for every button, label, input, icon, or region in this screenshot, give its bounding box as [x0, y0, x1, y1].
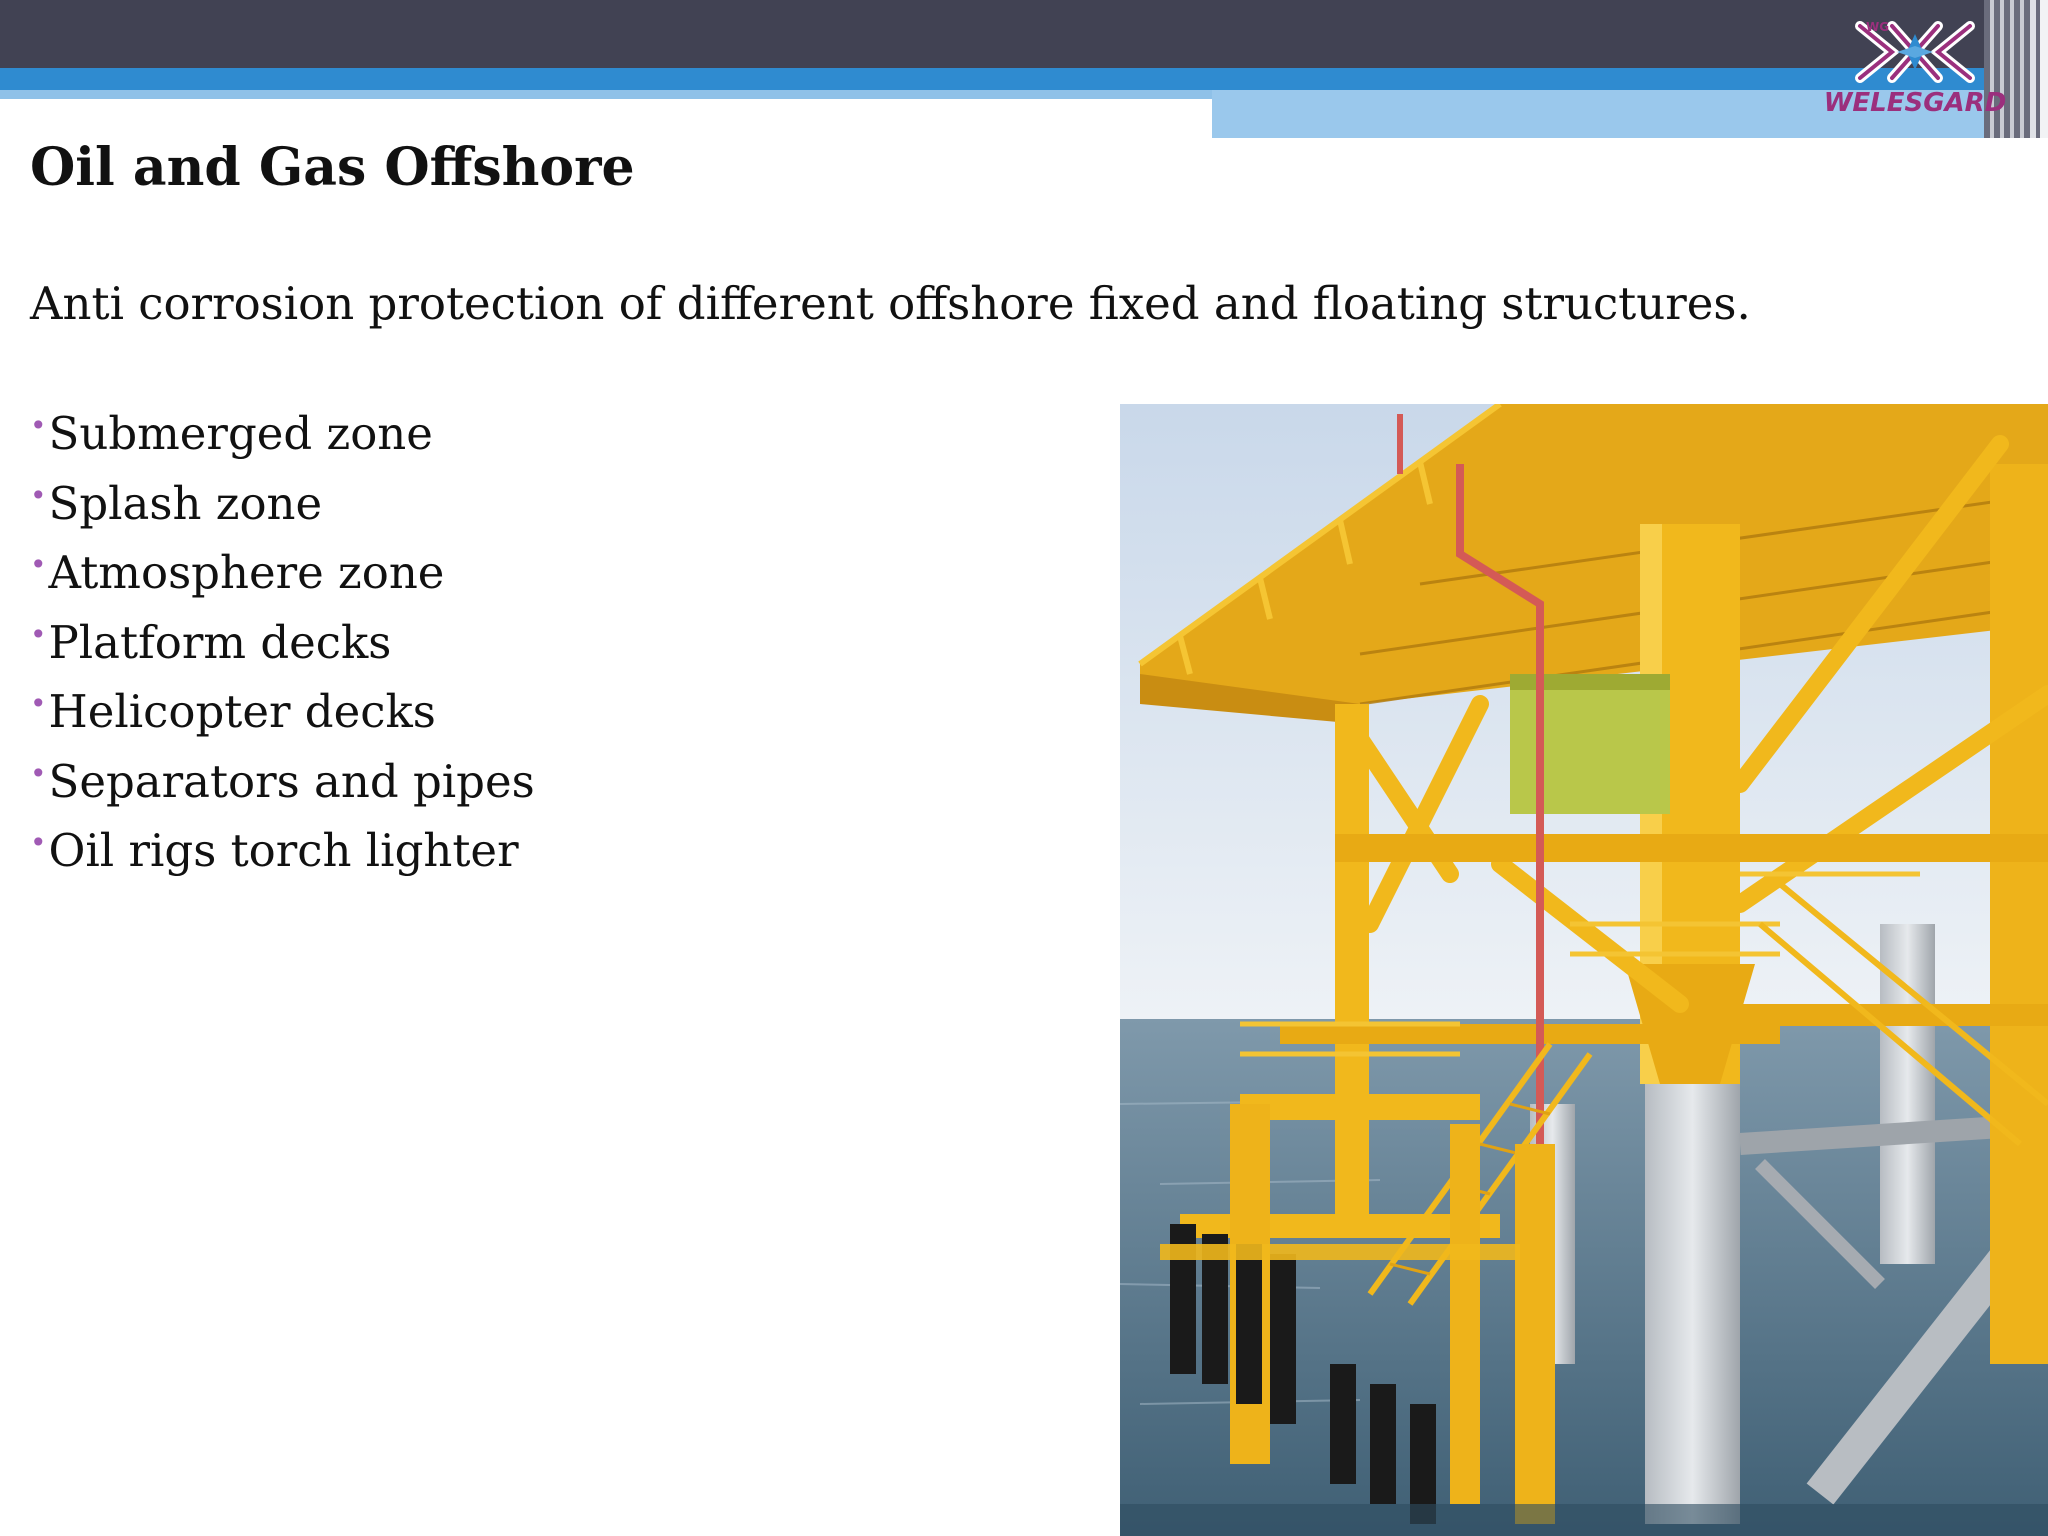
header-band-blue [0, 68, 2048, 90]
list-item-label: Platform decks [48, 615, 392, 669]
logo-emblem-icon [1822, 12, 2008, 92]
list-item [30, 465, 535, 535]
list-item-label: Helicopter decks [48, 685, 436, 738]
slide-subtitle: Anti corrosion protection of different offshore fixed and floating structures. [30, 277, 1751, 330]
list-item-label: Atmosphere zone [48, 546, 445, 599]
welesgard-logo [1822, 12, 2008, 122]
list-item [30, 604, 535, 674]
logo-badge: WG [1866, 20, 1890, 34]
list-item [30, 673, 535, 743]
logo-wordmark: WELESGARD [1823, 88, 2007, 118]
offshore-platform-illustration [1120, 404, 2048, 1536]
bullet-icon: • [30, 826, 47, 859]
list-item-label: Submerged zone [48, 407, 433, 460]
list-item-label: Separators and pipes [48, 754, 535, 808]
slide-title: Oil and Gas Offshore [30, 137, 635, 198]
list-item [30, 534, 535, 604]
bullet-icon: • [30, 756, 47, 790]
zone-list [30, 395, 535, 882]
header-band-light [0, 90, 1212, 99]
header-band-dark [0, 0, 2048, 68]
bullet-icon: • [30, 548, 47, 581]
offshore-platform-photo [1120, 404, 2048, 1536]
bullet-icon: • [30, 617, 47, 651]
bullet-icon: • [30, 409, 47, 442]
list-item-label: Oil rigs torch lighter [48, 824, 519, 877]
bullet-icon: • [30, 478, 47, 512]
list-item [30, 395, 535, 465]
list-item-label: Splash zone [48, 476, 323, 530]
bullet-icon: • [30, 687, 47, 720]
list-item [30, 812, 535, 882]
list-item [30, 743, 535, 813]
